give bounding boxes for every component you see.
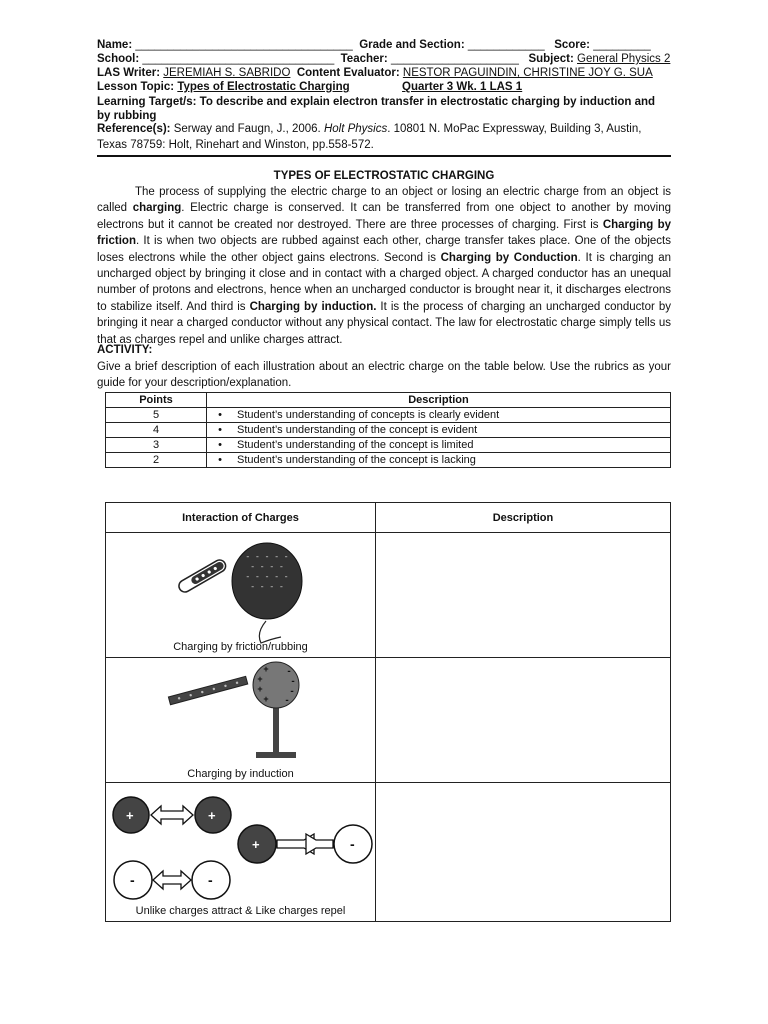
header-row-name xyxy=(97,38,671,52)
subject-label: Subject: xyxy=(528,53,574,65)
caption-attract-repel: Unlike charges attract & Like charges repel xyxy=(135,905,346,917)
description-cell-induction[interactable] xyxy=(376,658,671,783)
para-text-1: The process of supplying the electric charge to an object or losing an electric charge from an object is called xyxy=(97,186,671,215)
rubric-header-points: Points xyxy=(106,393,207,408)
stand-base xyxy=(256,752,296,758)
svg-text:- - - -: - - - - xyxy=(250,583,284,592)
svg-text:+: + xyxy=(257,684,263,694)
rubric-table xyxy=(105,392,671,468)
name-label: Name: xyxy=(97,39,133,51)
score-blank[interactable]: _________ xyxy=(593,39,651,51)
attract-repel-illustration xyxy=(106,783,375,921)
minus-sign: - xyxy=(130,872,135,888)
activity-row-friction xyxy=(106,533,671,658)
rubric-desc-cell xyxy=(207,453,671,468)
bullet-icon: • xyxy=(218,439,222,451)
activity-table xyxy=(105,502,671,922)
bullet-icon: • xyxy=(218,424,222,436)
description-cell-friction[interactable] xyxy=(376,533,671,658)
illustration-cell xyxy=(106,533,376,658)
quarter-value: Quarter 3 Wk. 1 LAS 1 xyxy=(402,81,523,93)
teacher-label: Teacher: xyxy=(340,53,388,65)
para-text-5: It is the process of charging an uncharged conductor by bringing it near a charged conductor without any physical contact. The law for electrostatic charge simply tells us that as charges repel and unlike charges attract. xyxy=(97,300,671,346)
topic-label: Lesson Topic: xyxy=(97,81,175,93)
reference-book: Holt Physics xyxy=(323,123,388,135)
rubric-desc: Student’s understanding of the concept is evident xyxy=(237,424,478,436)
svg-text:+: + xyxy=(257,674,263,684)
para-text-4: . It is charging an uncharged object by bringing it close and in contact with a charged object. A charged conductor has an unequal number of protons and electrons, hence when an uncharged conductor is brought near it, it discharges electrons to stabilize itself. And third is xyxy=(97,251,672,313)
svg-text:-: - xyxy=(287,666,291,677)
school-blank[interactable]: ______________________________ xyxy=(142,53,335,65)
illustration-cell xyxy=(106,783,376,922)
intro-paragraph xyxy=(97,184,671,348)
writer-label: LAS Writer: xyxy=(97,67,161,79)
grade-blank[interactable]: ____________ xyxy=(467,39,545,51)
para-text-2: . Electric charge is conserved. It can be transferred from one object to another by moving electrons but it cannot be created nor destroyed. There are three processes of charging. First is xyxy=(97,202,671,231)
reference-pre: Serway and Faugn, J., 2006. xyxy=(173,123,321,135)
caption-induction: Charging by induction xyxy=(187,768,294,780)
reference-label: Reference(s): xyxy=(97,123,171,135)
rubric-desc-cell xyxy=(207,423,671,438)
svg-text:- - - -: - - - - xyxy=(250,563,284,572)
para-bold-induction: Charging by induction. xyxy=(249,300,377,313)
activity-row-attract-repel xyxy=(106,783,671,922)
rubric-row xyxy=(106,408,671,423)
header-row-school xyxy=(97,52,671,66)
school-label: School: xyxy=(97,53,140,65)
name-blank[interactable]: __________________________________ xyxy=(135,39,353,51)
svg-text:- - - - -: - - - - - xyxy=(245,573,289,582)
rubric-desc-cell xyxy=(207,408,671,423)
para-bold-charging: charging xyxy=(132,202,182,215)
svg-text:+: + xyxy=(263,664,269,674)
writer-value: JEREMIAH S. SABRIDO xyxy=(163,67,291,79)
description-cell-attract-repel[interactable] xyxy=(376,783,671,922)
caption-friction: Charging by friction/rubbing xyxy=(173,641,308,653)
rubric-desc: Student’s understanding of the concept is limited xyxy=(237,439,474,451)
rubric-points: 4 xyxy=(106,423,207,438)
header-row-topic xyxy=(97,80,671,94)
rubric-points: 5 xyxy=(106,408,207,423)
header-interaction: Interaction of Charges xyxy=(106,503,376,533)
ground-wire xyxy=(259,621,281,643)
plus-sign: + xyxy=(252,837,260,852)
rubric-row xyxy=(106,453,671,468)
header-row-reference xyxy=(97,121,671,153)
insulating-stand xyxy=(273,708,279,754)
rubric-desc: Student’s understanding of the concept is lacking xyxy=(237,454,476,466)
rubric-points: 2 xyxy=(106,453,207,468)
minus-sign: - xyxy=(208,872,213,888)
rubric-points: 3 xyxy=(106,438,207,453)
header-divider xyxy=(97,155,671,157)
rubric-desc: Student’s understanding of concepts is clearly evident xyxy=(237,409,500,421)
rubric-row xyxy=(106,423,671,438)
svg-text:-: - xyxy=(290,686,294,697)
para-bold-conduction: Charging by Conduction xyxy=(440,251,578,264)
induction-illustration xyxy=(106,658,375,782)
activity-row-induction xyxy=(106,658,671,783)
activity-header-row xyxy=(106,503,671,533)
svg-text:-: - xyxy=(291,676,295,687)
charged-rod xyxy=(168,676,247,704)
topic-value: Types of Electrostatic Charging xyxy=(177,81,350,93)
bullet-icon: • xyxy=(218,409,222,421)
plus-sign: + xyxy=(126,808,134,823)
score-label: Score: xyxy=(554,39,590,51)
para-bold-friction: Charging by friction xyxy=(97,218,672,248)
illustration-cell xyxy=(106,658,376,783)
target-value: To describe and explain electron transfer in electrostatic charging by induction and by rubbing xyxy=(97,96,656,122)
grade-label: Grade and Section: xyxy=(359,39,465,51)
bullet-icon: • xyxy=(218,454,222,466)
rubric-row xyxy=(106,438,671,453)
activity-heading: ACTIVITY: xyxy=(97,344,153,356)
rubric-desc-cell xyxy=(207,438,671,453)
svg-text:+: + xyxy=(263,694,269,704)
rubbing-rod xyxy=(177,558,228,594)
rubric-header-row xyxy=(106,393,671,408)
minus-sign: - xyxy=(350,836,355,852)
header-row-writer xyxy=(97,66,671,80)
header-row-target xyxy=(97,95,671,123)
svg-text:- - - - -: - - - - - xyxy=(245,553,289,562)
target-label: Learning Target/s: xyxy=(97,96,197,108)
section-title: TYPES OF ELECTROSTATIC CHARGING xyxy=(273,170,495,182)
teacher-blank[interactable]: ____________________ xyxy=(390,53,519,65)
double-arrow-icon xyxy=(151,806,193,824)
evaluator-value: NESTOR PAGUINDIN, CHRISTINE JOY G. SUA xyxy=(402,67,653,79)
header-description: Description xyxy=(376,503,671,533)
double-arrow-icon xyxy=(153,871,191,889)
rubric-header-description: Description xyxy=(207,393,671,408)
subject-value: General Physics 2 xyxy=(577,53,671,65)
reference-post: . 10801 N. MoPac Expressway, Building 3, Austin, Texas 78759: Holt, Rinehart and Winston, pp.558-572. xyxy=(97,123,642,151)
svg-text:-: - xyxy=(285,695,289,706)
plus-sign: + xyxy=(208,808,216,823)
activity-instructions: Give a brief description of each illustration about an electric charge on the table below. Use the rubrics as your guide for your description/explanation. xyxy=(97,361,671,389)
para-text-3: . It is when two objects are rubbed against each other, charge transfer takes place. One of the objects loses electrons while the other object gains electrons. Second is xyxy=(97,235,671,264)
friction-illustration xyxy=(106,533,375,657)
evaluator-label: Content Evaluator: xyxy=(296,67,400,79)
arrow-left-icon xyxy=(306,834,333,854)
